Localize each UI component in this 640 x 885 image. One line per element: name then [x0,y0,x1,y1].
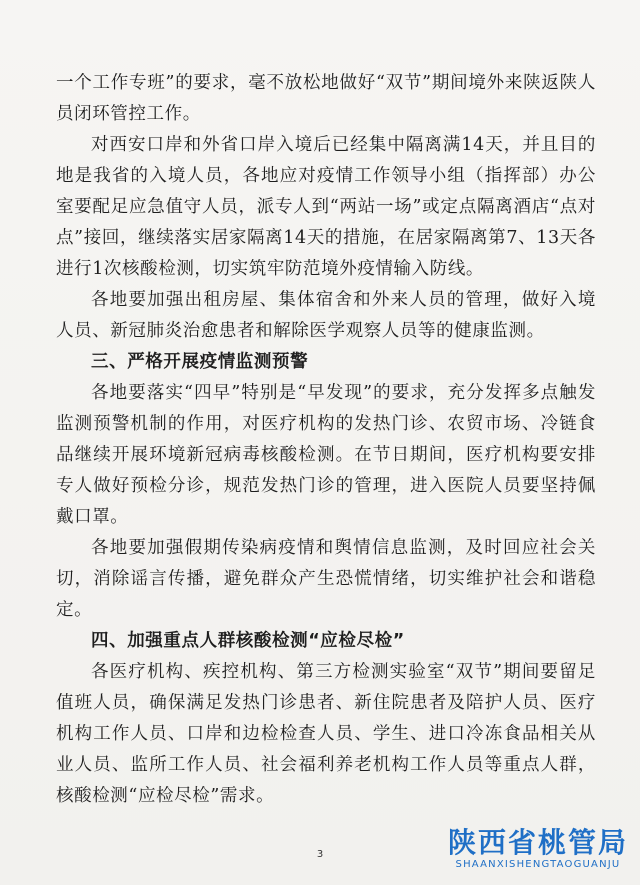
document-body [56,68,596,812]
paragraph-5: 各地要加强假期传染病疫情和舆情信息监测，及时回应社会关切，消除谣言传播，避免群众产生恐慌情绪，切实维护社会和谐稳定。 [56,538,596,620]
section-heading-4: 四、加强重点人群核酸检测“应检尽检” [91,631,405,651]
watermark-logo [448,828,628,872]
section-heading-3: 三、严格开展疫情监测预警 [91,352,309,372]
paragraph-4: 各地要落实“四早”特别是“早发现”的要求，充分发挥多点触发监测预警机制的作用，对医疗机构的发热门诊、农贸市场、冷链食品继续开展环境新冠病毒核酸检测。在节日期间，医疗机构要安排专人做好预检分诊，规范发热门诊的管理，进入医院人员要坚持佩戴口罩。 [56,383,596,527]
paragraph-6: 各医疗机构、疾控机构、第三方检测实验室“双节”期间要留足值班人员，确保满足发热门诊患者、新住院患者及陪护人员、医疗机构工作人员、口岸和边检检查人员、学生、进口冷冻食品相关从业人员、监所工作人员、社会福利养老机构工作人员等重点人群，核酸检测“应检尽检”需求。 [56,662,596,806]
watermark-subtitle: SHAANXISHENGTAOGUANJU [455,859,621,870]
paragraph-1: 一个工作专班”的要求，毫不放松地做好“双节”期间境外来陕返陕人员闭环管控工作。 [56,73,596,124]
paragraph-2: 对西安口岸和外省口岸入境后已经集中隔离满14天，并且目的地是我省的入境人员，各地应对疫情工作领导小组（指挥部）办公室要配足应急值守人员，派专人到“两站一场”或定点隔离酒店“点对点”接回，继续落实居家隔离14天的措施，在居家隔离第7、13天各进行1次核酸检测，切实筑牢防范境外疫情输入防线。 [56,135,596,279]
paragraph-3: 各地要加强出租房屋、集体宿舍和外来人员的管理，做好入境人员、新冠肺炎治愈患者和解除医学观察人员等的健康监测。 [56,290,596,341]
watermark-title: 陕西省桃管局 [447,826,628,859]
page-number: 3 [316,849,324,860]
